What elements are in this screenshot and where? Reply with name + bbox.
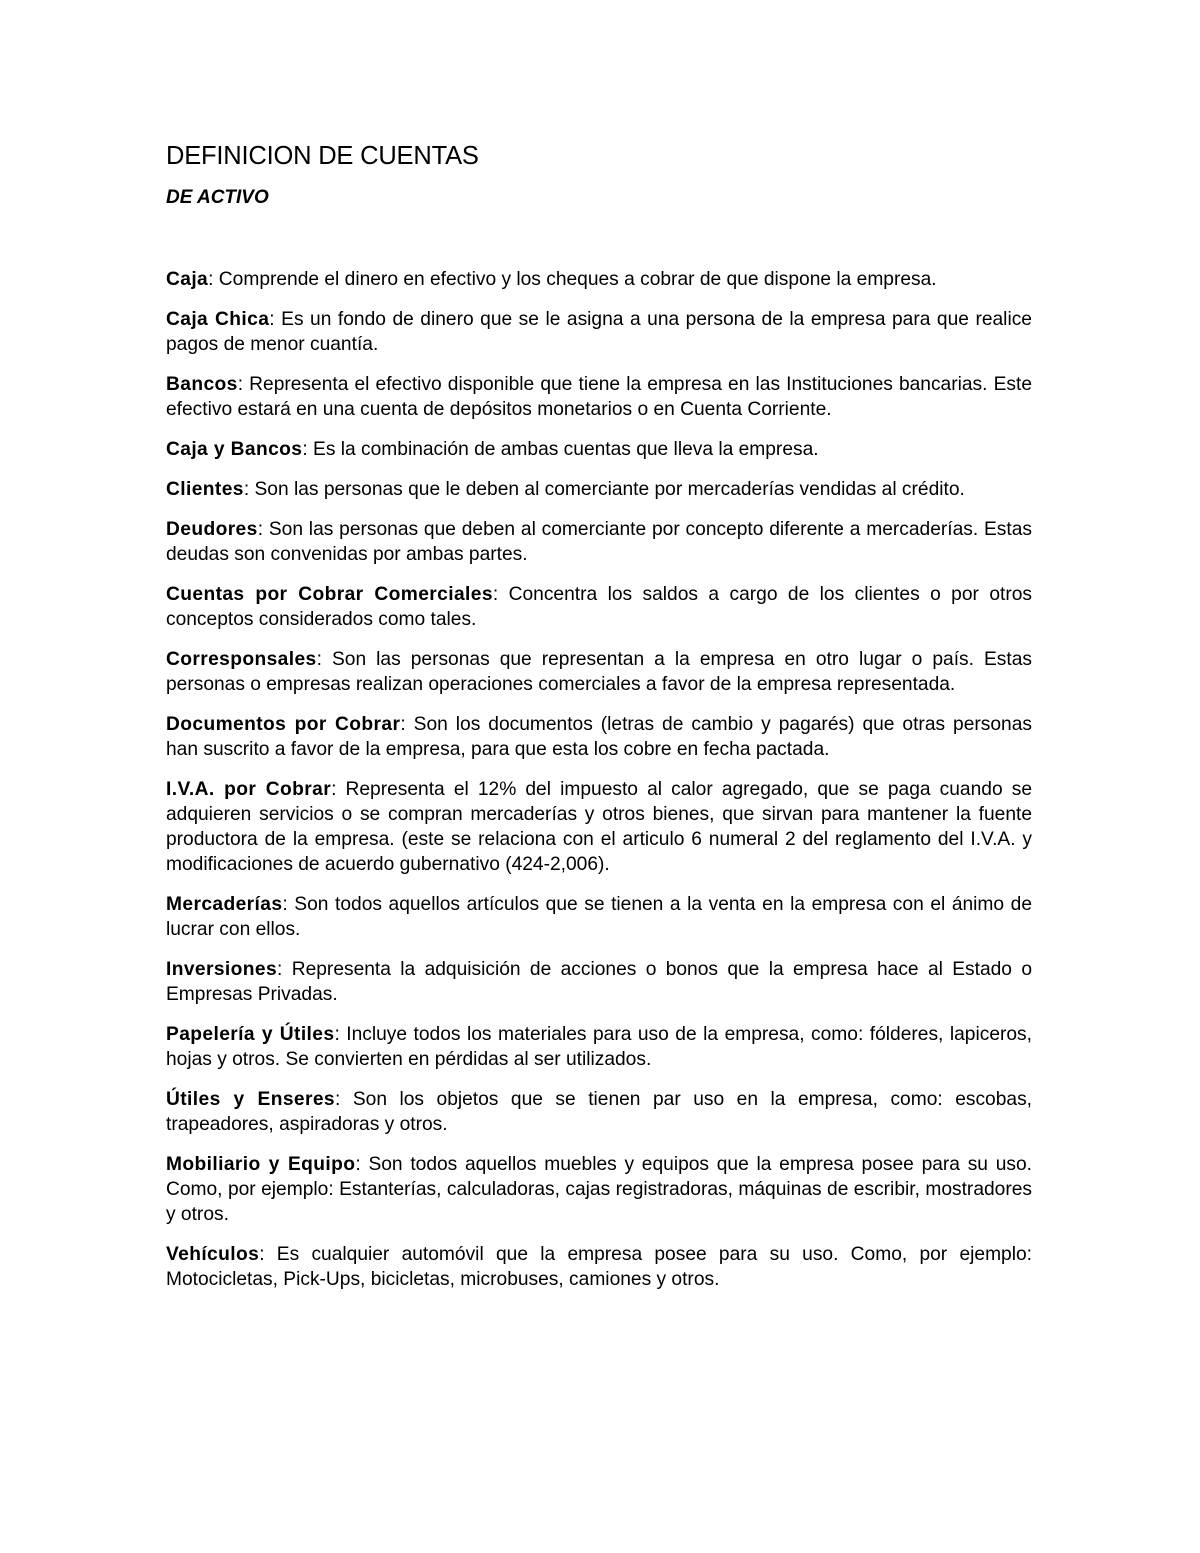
section-subtitle: DE ACTIVO: [166, 187, 269, 208]
term-label: Vehículos: [166, 1244, 260, 1265]
definition-text: : Son las personas que le deben al comerciante por mercaderías vendidas al crédito.: [243, 479, 965, 500]
document-page: [166, 139, 1032, 1307]
definition-text: : Son los documentos (letras de cambio y pagarés) que otras personas han suscrito a favor de la empresa, para que esta los cobre en fecha pactada.: [166, 714, 1032, 760]
definition-text: : Son todos aquellos muebles y equipos que la empresa posee para su uso. Como, por ejemplo: Estanterías, calculadoras, cajas registradoras, máquinas de escribir, mostradores y otros.: [166, 1154, 1032, 1225]
term-label: Clientes: [166, 479, 244, 500]
definition-mobiliario-y-equipo: [166, 1152, 1032, 1227]
definition-vehiculos: [166, 1242, 1032, 1292]
definition-corresponsales: [166, 647, 1032, 697]
definition-text: : Es cualquier automóvil que la empresa posee para su uso. Como, por ejemplo: Motocicletas, Pick-Ups, bicicletas, microbuses, camiones y otros.: [166, 1244, 1032, 1290]
definition-bancos: [166, 372, 1032, 422]
definition-text: : Son los objetos que se tienen par uso en la empresa, como: escobas, trapeadores, aspiradoras y otros.: [166, 1089, 1032, 1135]
definition-text: : Es la combinación de ambas cuentas que lleva la empresa.: [302, 439, 819, 460]
definition-iva-por-cobrar: [166, 777, 1032, 877]
term-label: Útiles y Enseres: [166, 1089, 336, 1110]
definition-papeleria-y-utiles: [166, 1022, 1032, 1072]
term-label: Papelería y Útiles: [166, 1024, 335, 1045]
definition-text: : Incluye todos los materiales para uso de la empresa, como: fólderes, lapiceros, hojas y otros. Se convierten en pérdidas al ser utilizados.: [166, 1024, 1032, 1070]
definition-caja: [166, 267, 1032, 292]
definition-text: : Son las personas que deben al comerciante por concepto diferente a mercaderías. Estas deudas son convenidas por ambas partes.: [166, 519, 1032, 565]
definition-clientes: [166, 477, 1032, 502]
term-label: Cuentas por Cobrar Comerciales: [166, 584, 493, 605]
definition-text: : Son las personas que representan a la empresa en otro lugar o país. Estas personas o empresas realizan operaciones comerciales a favor de la empresa representada.: [166, 649, 1032, 695]
term-label: Corresponsales: [166, 649, 317, 670]
term-label: Caja y Bancos: [166, 439, 303, 460]
definition-caja-chica: [166, 307, 1032, 357]
term-label: Mobiliario y Equipo: [166, 1154, 356, 1175]
definition-text: : Concentra los saldos a cargo de los clientes o por otros conceptos considerados como tales.: [166, 584, 1032, 630]
definition-text: : Representa el 12% del impuesto al calor agregado, que se paga cuando se adquieren servicios o se compran mercaderías y otros bienes, que sirvan para mantener la fuente productora de la empresa. (este se relaciona con el articulo 6 numeral 2 del reglamento del I.V.A. y modificaciones de acuerdo gubernativo (424-2,006).: [166, 779, 1032, 875]
document-title: DEFINICION DE CUENTAS: [166, 142, 479, 170]
definition-inversiones: [166, 957, 1032, 1007]
account-definitions-list: [166, 267, 1032, 1292]
definition-deudores: [166, 517, 1032, 567]
term-label: Documentos por Cobrar: [166, 714, 401, 735]
term-label: Caja: [166, 269, 209, 290]
term-label: Deudores: [166, 519, 258, 540]
definition-mercaderias: [166, 892, 1032, 942]
definition-cuentas-por-cobrar: [166, 582, 1032, 632]
term-label: Bancos: [166, 374, 238, 395]
definition-caja-y-bancos: [166, 437, 1032, 462]
term-label: I.V.A. por Cobrar: [166, 779, 332, 800]
definition-text: : Representa el efectivo disponible que tiene la empresa en las Instituciones bancarias. Este efectivo estará en una cuenta de depósitos monetarios o en Cuenta Corriente.: [166, 374, 1032, 420]
definition-text: : Representa la adquisición de acciones o bonos que la empresa hace al Estado o Empresas Privadas.: [166, 959, 1032, 1005]
definition-text: : Comprende el dinero en efectivo y los cheques a cobrar de que dispone la empresa.: [208, 269, 937, 290]
definition-text: : Son todos aquellos artículos que se tienen a la venta en la empresa con el ánimo de lucrar con ellos.: [166, 894, 1032, 940]
term-label: Inversiones: [166, 959, 278, 980]
definition-utiles-y-enseres: [166, 1087, 1032, 1137]
definition-documentos-por-cobrar: [166, 712, 1032, 762]
term-label: Caja Chica: [166, 309, 270, 330]
term-label: Mercaderías: [166, 894, 283, 915]
definition-text: : Es un fondo de dinero que se le asigna a una persona de la empresa para que realice pagos de menor cuantía.: [166, 309, 1032, 355]
